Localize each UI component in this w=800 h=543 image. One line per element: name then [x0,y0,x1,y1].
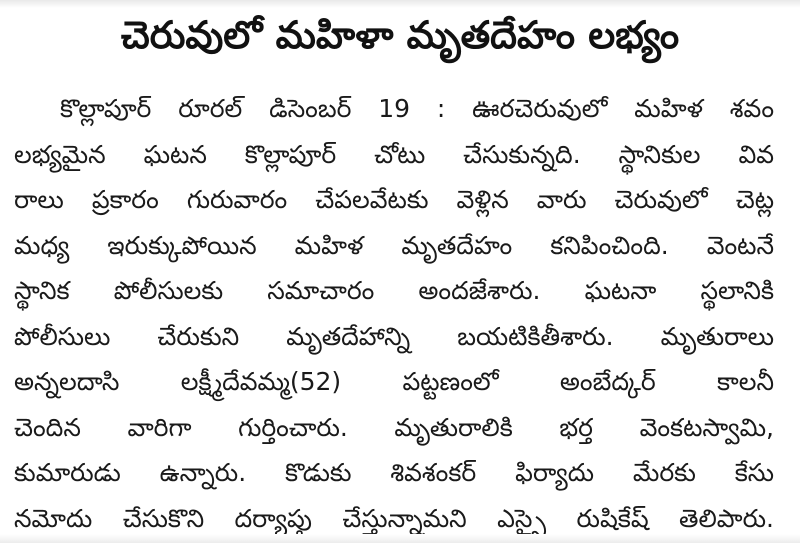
article-line: కొల్లాపూర్ రూరల్ డిసెంబర్ 19 : ఊరచెరువులో మహిళ శవం [60,94,774,123]
article-line: మధ్య ఇరుక్కుపోయిన మహిళ మృతదేహం కనిపించింది. వెంటనే [14,230,774,260]
headline: చెరువులో మహిళా మృతదేహం లభ్యం [120,13,680,57]
article-line: కుమారుడు ఉన్నారు. కొడుకు శివశంకర్ ఫిర్యాదు మేరకు కేసు [14,458,774,487]
article-body [14,86,774,541]
article-line: పోలీసులు చేరుకుని మృతదేహాన్ని బయటికితీశారు. మృతురాలు [14,321,774,351]
article-line: లభ్యమైన ఘటన కొల్లాపూర్ చోటు చేసుకున్నది. స్థానికుల వివ [14,139,774,169]
clipped-next-text [0,534,800,543]
article-line: స్థానిక పోలీసులకు సమాచారం అందజేశారు. ఘటనా స్థలానికి [14,276,774,305]
article-line: నమోదు చేసుకొని దర్యాప్తు చేస్తున్నామని ఎస్సై రుషికేష్ తెలిపారు. [14,503,774,533]
article-line: అన్నలదాసి లక్ష్మీదేవమ్మ(52) పట్టణంలో అంబేద్కర్ కాలనీ [14,367,774,396]
article-line: రాలు ప్రకారం గురువారం చేపలవేటకు వెళ్లిన వారు చెరువులో చెట్ల [14,185,774,214]
article-line: చెందిన వారిగా గుర్తించారు. మృతురాలికి భర్త వెంకటస్వామి, [14,412,774,442]
